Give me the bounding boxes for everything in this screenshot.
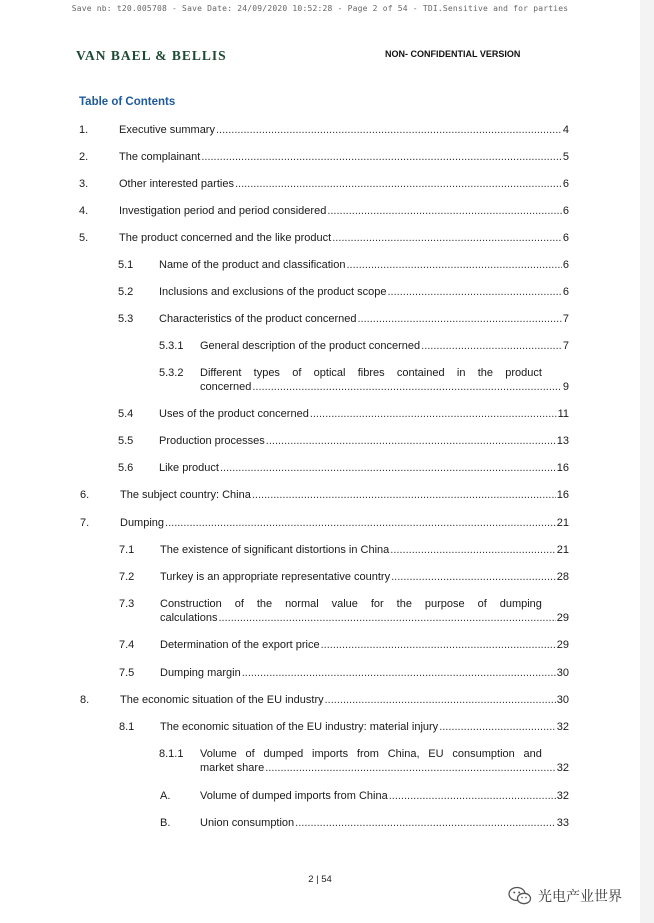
toc-entry-number: 8.1.1 [159,748,184,760]
toc-entry-number: 6. [80,489,90,501]
toc-entry[interactable] [119,720,569,734]
toc-entry-title: Dumping [120,517,165,529]
toc-leader [327,204,562,218]
toc-entry-title-line2: market share [200,762,265,774]
toc-entry-page: 29 [556,612,569,624]
toc-entry-page: 13 [556,435,569,447]
toc-entry-number: 4. [79,205,89,217]
confidentiality-label: NON- CONFIDENTIAL VERSION [385,49,521,59]
toc-entry-page: 6 [562,178,569,190]
toc-leader [252,380,562,394]
toc-leader [265,761,556,775]
toc-entry[interactable] [159,339,569,353]
toc-entry-number: 7.3 [119,598,135,610]
toc-entry[interactable] [80,516,569,530]
toc-entry-number: 1. [79,124,89,136]
watermark-text: 光电产业世界 [538,888,622,904]
toc-entry-number: 8.1 [119,721,135,733]
toc-entry-page: 29 [556,639,569,651]
toc-entry[interactable] [160,789,569,803]
toc-entry-page: 6 [562,232,569,244]
toc-entry-title: General description of the product concerned [200,340,421,352]
toc-entry-number: 5.6 [118,462,134,474]
toc-entry-page: 32 [556,790,569,802]
toc-entry-page: 7 [562,313,569,325]
toc-leader [310,407,557,421]
toc-entry-number: 7.5 [119,667,135,679]
toc-entry-page: 28 [556,571,569,583]
toc-entry[interactable] [119,570,569,584]
toc-entry-title: Executive summary [119,124,215,136]
toc-entry-number: 7.1 [119,544,135,556]
toc-entry-title: Volume of dumped imports from China [200,790,388,802]
toc-entry[interactable] [79,204,569,218]
toc-entry-page: 5 [562,151,569,163]
toc-entry-title-line1: Different types of optical fibres contained in the product [200,367,542,379]
toc-entry[interactable] [159,747,569,775]
toc-entry-page: 6 [562,205,569,217]
toc-entry-number: 8. [80,694,90,706]
toc-entry-title: Other interested parties [119,178,234,190]
toc-entry-title: Production processes [159,435,265,447]
toc-entry-title: The economic situation of the EU industry [120,694,324,706]
toc-entry-number: 7. [80,517,90,529]
toc-entry-title: The economic situation of the EU industry: material injury [160,721,439,733]
toc-entry-number: 7.2 [119,571,135,583]
toc-entry-page: 9 [562,381,569,393]
toc-entry-title: Like product [159,462,219,474]
toc-leader [220,461,556,475]
toc-entry[interactable] [119,543,569,557]
toc-entry-title: Characteristics of the product concerned [159,313,357,325]
toc-leader [242,666,556,680]
toc-entry-page: 21 [556,544,569,556]
toc-entry-page: 21 [556,517,569,529]
toc-entry[interactable] [159,366,569,394]
toc-entry[interactable] [118,312,569,326]
toc-entry-number: 3. [79,178,89,190]
toc-entry[interactable] [118,407,569,421]
toc-entry-number: 5.3.1 [159,340,184,352]
toc-entry-number: 2. [79,151,89,163]
toc-entry[interactable] [79,177,569,191]
toc-entry[interactable] [118,258,569,272]
toc-title: Table of Contents [79,96,176,108]
toc-leader [295,816,556,830]
toc-leader [391,570,556,584]
toc-entry-title: Turkey is an appropriate representative country [160,571,391,583]
toc-entry-title-line1: Volume of dumped imports from China, EU consumption and [200,748,542,760]
toc-entry-page: 4 [562,124,569,136]
toc-entry-page: 6 [562,286,569,298]
toc-entry-title: Union consumption [200,817,295,829]
toc-leader [358,312,562,326]
save-info-line: Save nb: t20.005708 - Save Date: 24/09/2020 10:52:28 - Page 2 of 54 - TDI.Sensitive and for parties [71,4,569,13]
toc-leader [439,720,556,734]
toc-entry-number: 5.3 [118,313,134,325]
toc-entry[interactable] [119,597,569,625]
toc-entry-title-line2: concerned [200,381,252,393]
toc-entry-page: 30 [556,694,569,706]
toc-leader [165,516,556,530]
toc-entry-title-line2: calculations [160,612,218,624]
toc-entry[interactable] [80,488,569,502]
watermark [508,886,622,906]
toc-entry-page: 16 [556,462,569,474]
toc-entry-number: 5.2 [118,286,134,298]
toc-entry-page: 16 [556,489,569,501]
toc-entry-title: Dumping margin [160,667,241,679]
toc-entry-number: 5.1 [118,259,134,271]
toc-entry-title: Name of the product and classification [159,259,346,271]
firm-logo-text: VAN BAEL & BELLIS [76,48,227,63]
toc-entry-title: Uses of the product concerned [159,408,309,420]
toc-leader [325,693,556,707]
toc-entry-page: 32 [556,762,569,774]
page-edge [640,0,654,923]
toc-leader [390,543,555,557]
toc-entry[interactable] [118,434,569,448]
toc-entry[interactable] [119,666,569,680]
toc-entry-number: 7.4 [119,639,135,651]
toc-entry-page: 30 [556,667,569,679]
toc-entry[interactable] [118,461,569,475]
toc-entry-number: 5. [79,232,89,244]
toc-leader [321,638,556,652]
toc-entry-title: Inclusions and exclusions of the product scope [159,286,387,298]
toc-entry-number: 5.3.2 [159,367,184,379]
toc-leader [216,123,562,137]
toc-entry[interactable] [79,123,569,137]
toc-leader [421,339,562,353]
toc-entry-title: Determination of the export price [160,639,320,651]
toc-entry-page: 32 [556,721,569,733]
toc-leader [201,150,562,164]
toc-leader [387,285,561,299]
page-indicator: 2 | 54 [308,874,332,885]
toc-entry[interactable] [79,150,569,164]
toc-entry-title: The subject country: China [120,489,251,501]
toc-entry-title-line1: Construction of the normal value for the purpose of dumping [160,598,542,610]
toc-entry-title: The product concerned and the like product [119,232,332,244]
toc-leader [347,258,562,272]
toc-leader [266,434,556,448]
toc-entry[interactable] [79,231,569,245]
toc-leader [252,488,556,502]
toc-entry[interactable] [118,285,569,299]
toc-entry[interactable] [80,693,569,707]
toc-entry-number: 5.4 [118,408,134,420]
toc-entry-page: 33 [556,817,569,829]
toc-entry-number: A. [160,790,171,802]
toc-leader [235,177,562,191]
toc-entry-page: 7 [562,340,569,352]
toc-entry[interactable] [119,638,569,652]
toc-leader [389,789,556,803]
toc-entry-title: Investigation period and period considered [119,205,327,217]
toc-leader [332,231,562,245]
toc-entry-page: 6 [562,259,569,271]
wechat-icon [508,886,532,906]
toc-entry-title: The existence of significant distortions in China [160,544,390,556]
toc-entry-title: The complainant [119,151,201,163]
toc-entry-number: 5.5 [118,435,134,447]
toc-entry[interactable] [160,816,569,830]
toc-entry-page: 11 [557,408,569,420]
toc-leader [218,611,555,625]
toc-entry-number: B. [160,817,171,829]
